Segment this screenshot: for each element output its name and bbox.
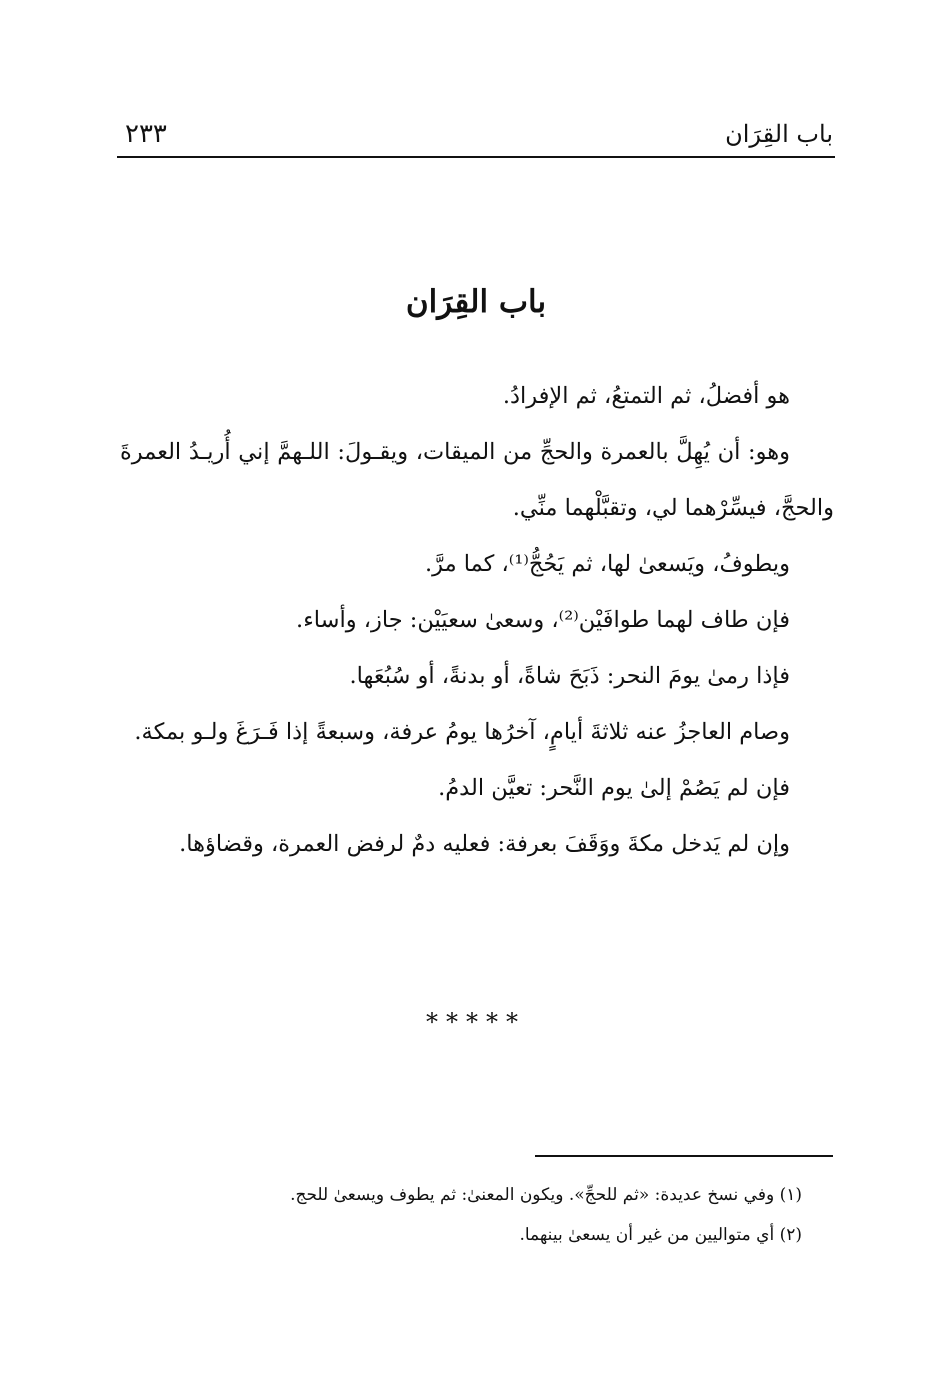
- paragraph: فإن طاف لهما طوافَيْن⁽²⁾، وسعىٰ سعيَيْن: جاز، وأساء.: [296, 607, 790, 633]
- body-text: [120, 368, 834, 872]
- paragraph: وصام العاجزُ عنه ثلاثةَ أيامٍ، آخرُها يومُ عرفة، وسبعةً إذا فَـرَغَ ولـو بمكة.: [134, 719, 790, 745]
- paragraph: هو أفضلُ، ثم التمتعُ، ثم الإفرادُ.: [502, 383, 790, 409]
- paragraph: فإن لم يَصُمْ إلىٰ يوم النَّحر: تعيَّن الدمُ.: [438, 775, 790, 801]
- footnote-divider: [535, 1155, 833, 1157]
- running-title: باب القِرَان: [725, 120, 833, 148]
- paragraph: وهو: أن يُهِلَّ بالعمرة والحجِّ من الميقات، ويقـولَ: اللـهمَّ إني أُريـدُ العمرةَ والحجَّ، فيسِّرْهما لي، وتقبَّلْهما منِّي.: [120, 439, 834, 521]
- running-header: [117, 118, 835, 158]
- paragraph: فإذا رمىٰ يومَ النحر: ذَبَحَ شاةً، أو بدنةً، أو سُبُعَها.: [349, 663, 790, 689]
- paragraph: وإن لم يَدخل مكةَ ووَقَفَ بعرفة: فعليه دمٌ لرفض العمرة، وقضاؤها.: [179, 831, 790, 857]
- footnotes: [120, 1175, 832, 1255]
- footnote: (٢) أي متواليين من غير أن يسعىٰ بينهما.: [519, 1225, 802, 1245]
- chapter-title: باب القِرَان: [405, 284, 547, 320]
- section-separator: *****: [426, 1008, 526, 1036]
- paragraph: ويطوفُ، ويَسعىٰ لها، ثم يَحُجُّ⁽¹⁾، كما مرَّ.: [425, 551, 790, 577]
- footnote: (١) وفي نسخ عديدة: «ثم للحجِّ». ويكون المعنىٰ: ثم يطوف ويسعىٰ للحج.: [290, 1185, 802, 1205]
- page-number: ٢٣٣: [125, 119, 167, 149]
